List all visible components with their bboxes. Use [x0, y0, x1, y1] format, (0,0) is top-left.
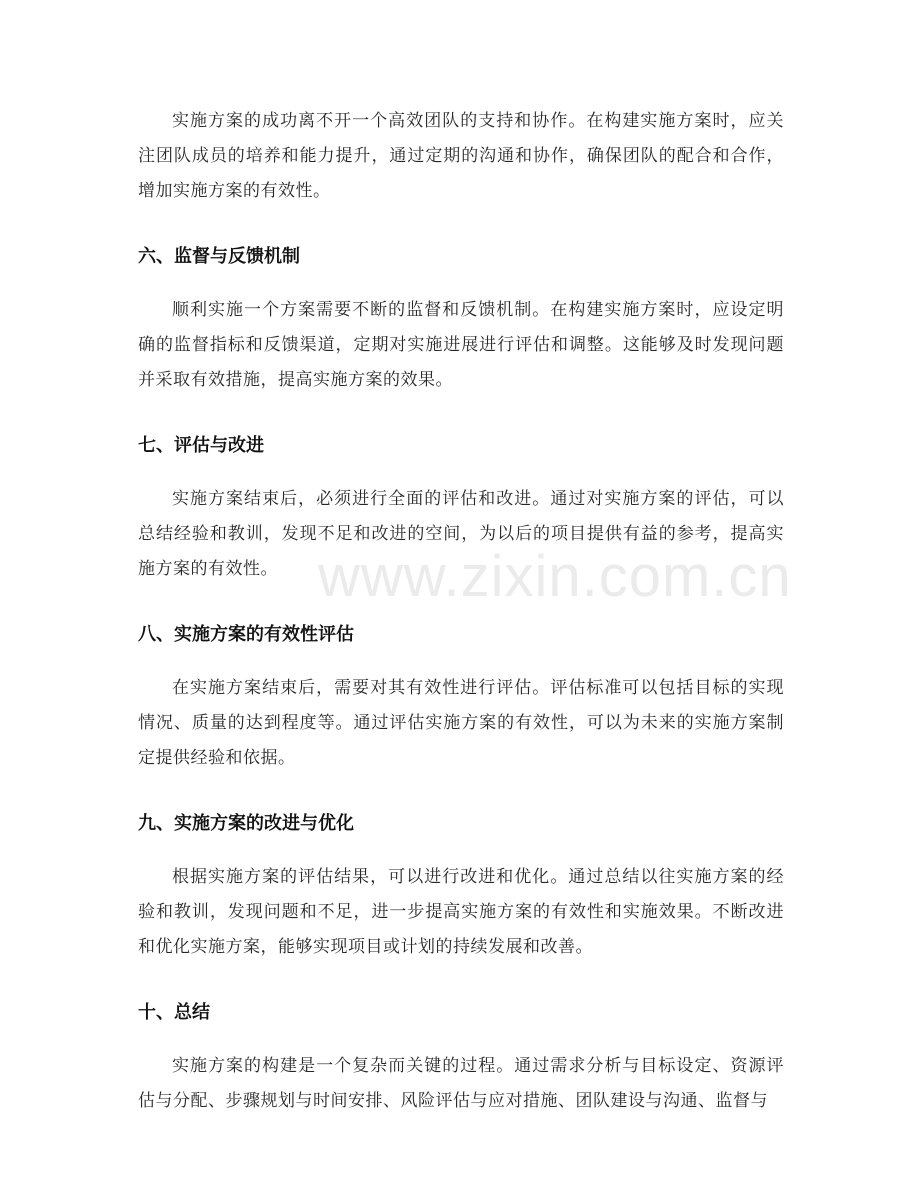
document-body — [138, 104, 784, 1119]
paragraph-effectiveness-evaluation: 在实施方案结束后，需要对其有效性进行评估。评估标准可以包括目标的实现情况、质量的达到程度等。通过评估实施方案的有效性，可以为未来的实施方案制定提供经验和依据。 — [138, 678, 784, 768]
heading-effectiveness-evaluation: 八、实施方案的有效性评估 — [138, 624, 354, 645]
heading-summary: 十、总结 — [138, 1002, 210, 1023]
paragraph-improvement-optimization: 根据实施方案的评估结果，可以进行改进和优化。通过总结以往实施方案的经验和教训，发现问题和不足，进一步提高实施方案的有效性和实施效果。不断改进和优化实施方案，能够实现项目或计划的持续发展和改善。 — [138, 867, 784, 957]
paragraph-supervision-feedback: 顺利实施一个方案需要不断的监督和反馈机制。在构建实施方案时，应设定明确的监督指标和反馈渠道，定期对实施进展进行评估和调整。这能够及时发现问题并采取有效措施，提高实施方案的效果。 — [138, 300, 784, 390]
watermark: www.zixin.com.cn — [318, 544, 792, 609]
heading-evaluation-improvement: 七、评估与改进 — [138, 435, 264, 456]
heading-supervision-feedback: 六、监督与反馈机制 — [138, 246, 300, 267]
paragraph-evaluation-improvement: 实施方案结束后，必须进行全面的评估和改进。通过对实施方案的评估，可以总结经验和教训，发现不足和改进的空间，为以后的项目提供有益的参考，提高实施方案的有效性。 — [138, 489, 784, 579]
paragraph-team-support: 实施方案的成功离不开一个高效团队的支持和协作。在构建实施方案时，应关注团队成员的培养和能力提升，通过定期的沟通和协作，确保团队的配合和合作，增加实施方案的有效性。 — [138, 111, 784, 201]
paragraph-summary: 实施方案的构建是一个复杂而关键的过程。通过需求分析与目标设定、资源评估与分配、步骤规划与时间安排、风险评估与应对措施、团队建设与沟通、监督与 — [138, 1056, 784, 1111]
heading-improvement-optimization: 九、实施方案的改进与优化 — [138, 813, 354, 834]
